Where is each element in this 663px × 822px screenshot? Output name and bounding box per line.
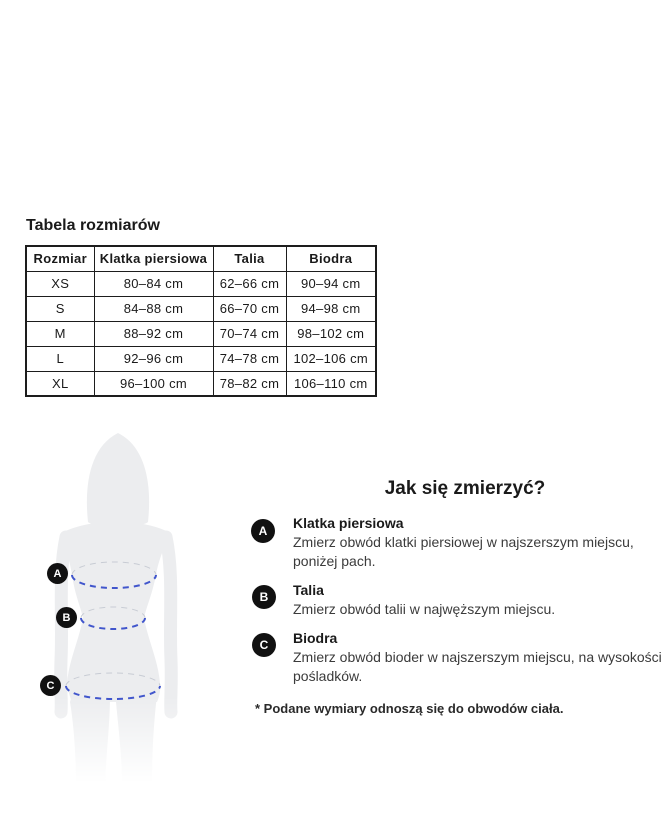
column-header-hips: Biodra — [286, 246, 376, 271]
chest-cell: 96–100 cm — [94, 371, 213, 396]
measurements-footnote: * Podane wymiary odnoszą się do obwodów ciała. — [255, 701, 564, 716]
waist-cell: 62–66 cm — [213, 271, 286, 296]
description-line: Zmierz obwód talii w najwęższym miejscu. — [293, 601, 556, 617]
table-row-m — [26, 321, 376, 346]
description-line: Zmierz obwód klatki piersiowej w najszerszym miejscu, — [293, 534, 634, 550]
waist-cell: 70–74 cm — [213, 321, 286, 346]
size-table — [25, 245, 377, 397]
legend-b-description — [293, 600, 555, 619]
legend-a-description — [293, 533, 634, 571]
table-row-xl — [26, 371, 376, 396]
size-cell: S — [26, 296, 94, 321]
marker-a-badge: A — [47, 563, 68, 584]
legend-a-badge: A — [251, 519, 275, 543]
table-row-s — [26, 296, 376, 321]
description-line: pośladków. — [293, 668, 363, 684]
legend-b-label: Talia — [293, 582, 324, 598]
marker-b-badge: B — [56, 607, 77, 628]
column-header-size: Rozmiar — [26, 246, 94, 271]
description-line: Zmierz obwód bioder w najszerszym miejscu, na wysokości — [293, 649, 662, 665]
hips-cell: 102–106 cm — [286, 346, 376, 371]
legend-b-badge: B — [252, 585, 276, 609]
legend-c-badge: C — [252, 633, 276, 657]
chest-cell: 88–92 cm — [94, 321, 213, 346]
waist-cell: 78–82 cm — [213, 371, 286, 396]
column-header-chest: Klatka piersiowa — [94, 246, 213, 271]
size-table-header-row — [26, 246, 376, 271]
size-cell: M — [26, 321, 94, 346]
chest-cell: 84–88 cm — [94, 296, 213, 321]
legend-c-label: Biodra — [293, 630, 338, 646]
description-line: poniżej pach. — [293, 553, 376, 569]
size-cell: XS — [26, 271, 94, 296]
column-header-waist: Talia — [213, 246, 286, 271]
hips-cell: 94–98 cm — [286, 296, 376, 321]
legend-c-description — [293, 648, 662, 686]
waist-cell: 66–70 cm — [213, 296, 286, 321]
marker-c-badge: C — [40, 675, 61, 696]
hips-cell: 106–110 cm — [286, 371, 376, 396]
table-row-l — [26, 346, 376, 371]
chest-cell: 80–84 cm — [94, 271, 213, 296]
table-row-xs — [26, 271, 376, 296]
size-cell: L — [26, 346, 94, 371]
legend-a-label: Klatka piersiowa — [293, 515, 404, 531]
how-to-measure-title: Jak się zmierzyć? — [384, 478, 546, 499]
size-table-title: Tabela rozmiarów — [26, 217, 160, 234]
chest-cell: 92–96 cm — [94, 346, 213, 371]
hips-cell: 90–94 cm — [286, 271, 376, 296]
waist-cell: 74–78 cm — [213, 346, 286, 371]
size-cell: XL — [26, 371, 94, 396]
hips-cell: 98–102 cm — [286, 321, 376, 346]
